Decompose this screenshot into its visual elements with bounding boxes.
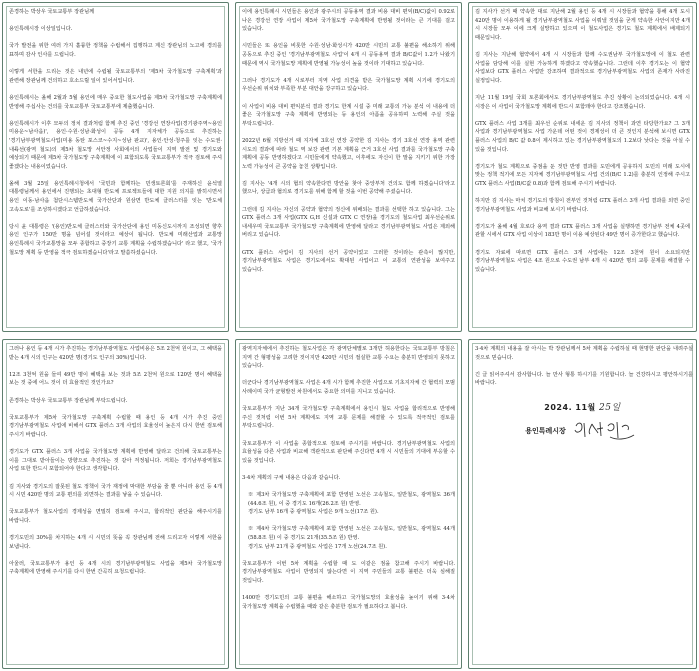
letter-page-4: [2, 339, 229, 669]
note-item: ※ 제3차 국가철도망 구축계획에 포함 반영된 노선은 고속철도, 일반철도, 광역철도 36개(44.6조 원), 이 중 경기도 16개(26.2조 원) 반영.: [248, 492, 455, 507]
paragraph: 경기도가 철도 계획으로 중점을 둔 것만 반영 결과를 도민에게 공유하지 도민의 미래 도시에 맞는 정책 적기에 모든 지자체 경기남부광역철도 사업 건의(B/C 1.2)를 충분히 인정해 주시고 GTX 플러스 사업(B/C값 0.8)과 함께 검토해 주시기 바랍니다.: [475, 163, 690, 187]
signature-block: [469, 418, 696, 444]
paragraph: 김 지사는 '4개 시의 협의 약속한다면 방안을 찾아 중앙부처 건의도 함께 하겠습니다'라고 했으나, 상급과 협의로 경기도를 위해 함께 할 것을 이번 공약해 주셨습니다.: [242, 180, 455, 196]
paragraph: 하지만 김 지사는 마치 경기도의 방침이 전부인 것처럼 GTX 플러스 3개 사업 결과를 외면 중인 경기남부광역철도 사업과 비교해 보시기 바랍니다.: [475, 198, 690, 213]
paragraph: 올해 3월 25일 용인특례시청에서 '국민과 함께하는 민생토론회'를 주재하신 윤석열 대통령님께서 용인에서 진행되는 초대형 반도체 프로젝트들에 대한 지원 의지를 밝히시면서 용인 이동·남사읍 첨단시스템반도체 국가산단과 원삼면 반도체 클러스터를 잇는 '반도체 고속도로'를 조성하시겠다고 언급하셨습니다.: [9, 180, 222, 213]
paragraph: 그러나 용인 등 4개 시가 추진하는 경기남부광역철도 사업비용은 5조 2천억 원이고, 그 혜택을 받는 4개 시의 인구는 420만 명(경기도 인구의 30%)입니다.: [9, 346, 222, 361]
paragraph: 긴 글 읽어주셔서 감사합니다. 늘 만사 형통 하시기를 기원합니다. 늘 건강하시고 평안하시기를 바랍니다.: [475, 371, 693, 387]
paragraph: 국토교통부가 이번 5차 계획을 수립할 때 도 이같은 점을 참고해 주시기 바랍니다. 경기남부광역철도 사업이 반영되지 않는다면 이 지역 주민들의 교통 불편은 더욱 심해질 것입니다.: [242, 560, 455, 585]
letter-page-2: [235, 2, 462, 332]
paragraph: 1400만 경기도민의 교통 불편을 해소하고 국가철도망의 효율성을 높이기 위해 3·4차 국가철도망 계획을 수립했을 때와 같은 충분한 검토가 필요하다고 봅니다.: [242, 595, 455, 610]
paragraph: 경기도 자료에 따르면 GTX 플러스 3개 사업에는 12조 3천억 원이 소요되지만 경기남부광역철도 사업은 4조 원으로 수도권 남부 4개 시 420만 명의 교통 문제를 해결할 수 있습니다.: [475, 249, 690, 273]
paragraph: 용인특례시가 이후 모두의 정치 결과처럼 함께 추진 중인 '경강선 연장사업(경기광주역~용인 미용운~남사읍)', 용인·수원·성남·화성이 공동 4개 지자체가 공동으로 추진하는 '경기남부광역철도사업(미용 동탄 포스코~수지~성남 판교)', 용인·안성·청주를 잇는 수도권·내륙선(광역 철도)의 제5차 철도망 서안정 사회에서의 사업들이 지역 발전 및 경기도와 예상되기 때문에 제5차 국가철도망 구축계획에 이 표함되도록 국토교통부가 적극 검토해 주셔 좋겠다는 내용이었습니다.: [9, 120, 222, 170]
paragraph: GTX 플러스 사업 3개를 최우선 순위로 내세운 김 지사의 정책이 과연 타당한가요? 그 3개 사업과 경기남부광역철도 사업 가운데 어떤 것이 경제성이 더 큰 것인지 분석해 보시면 GTX 플러스 사업의 B/C 값 0.8이 제시하고 있는 경기남부광역철도의 1.2보다 낮다는 것을 아실 수 있을 것입니다.: [475, 120, 690, 153]
paragraph: 국토교통부가 제5차 국가철도망 구축계획 수립할 때 용인 등 4개 시가 추진 중인 경기남부광역철도 사업에 비해서 GTX 플러스 3개 사업의 효율성이 높은지 다시 한번 검토해 주시기 바랍니다.: [9, 414, 222, 438]
paragraph: 경기도민의 30%를 차지하는 4개 시 시민의 뜻을 꼭 장관님께 전해 드리고자 이렇게 서한을 보냅니다.: [9, 535, 222, 550]
paragraph: 김 지사가 선거 때 약속한 대로 지난해 2월 용인 등 4개 시 시장들과 협약을 통해 4개 도시 420만 명이 이용하게 될 경기남부광역철도 사업을 이뤄낼 것임을 굳게 약속한 사안이지만 4개 시 시장들 모두 이에 크게 실망하고 있으며 이 철도사업은 경기도 철도 계획에서 배제되기 때문입니다.: [475, 9, 690, 41]
paragraph: 이 사업이 비용 대비 편익분석 결과 경기도 한계 시설 중 미래 교통의 가능 분석 이 내용에 더 좋은 국가철도망 구축 계획에 반영되는 등 용인의 아픔을 공유하며 노력해 주실 것을 부탁드립니다.: [242, 103, 455, 127]
paragraph: 12조 3천억 원을 들여 49만 명이 혜택을 보는 것과 5조 2천억 원으로 120만 명이 혜택을 보는 것 중에 어느 것이 더 효율적인 것인가요?: [9, 371, 222, 387]
note-item: ※ 제4차 국가철도망 구축계획에 포함 반영된 노선은 고속철도, 일반철도, 광역철도 44개(58.8조 원) 이 중 경기도 21개(35.5조 원) 반영.: [248, 526, 455, 542]
paragraph: 이에 용인특례시 시민들은 용인과 광주시의 공동용역 결과 비용 대비 편익(B/C)값이 0.92로 나온 경강선 연장 사업이 제5차 국가철도망 구축계획에 반영될 것이라는 큰 기대를 걸고 있습니다.: [242, 9, 455, 33]
paragraph: 2022년 6월 지방선거 때 지자체 3호선 연장 공약한 김 지사는 경기 3호선 연장 용역 관련 시도의 결과에 따라 철도 역 보강 관련 기본 계획을 근거 3호선 사업 결과를 국가철도망 구축 계획에 공동 반영하겠다고 시민들에게 약속했고, 이후에도 자신이 한 말을 지키기 위한 가장 노력 가능성이 큰 공약을 놓친 상황입니다.: [242, 137, 455, 170]
paragraph: 국토교통부가 이 사업을 종합적으로 검토해 주시기를 바랍니다. 경기남부광역철도 사업의 효율성을 다른 사업과 비교해 객관적으로 판단해 주신다면 4개 시 시민들의 기대에 부응할 수 있을 것입니다.: [242, 440, 455, 464]
paragraph: 그러나 경기도가 4개 시로부터 지역 사업 의견을 받은 국가철도망 계획 시기에 경기도의 우선순위 위치와 부족한 부분 대안을 강구하고 있습니다.: [242, 77, 455, 93]
date-day-handwritten: 25일: [599, 403, 621, 413]
paragraph: 국토교통부가 철도사업의 경제성을 면밀히 검토해 주시고, 합리적인 판단을 해주시기를 바랍니다.: [9, 509, 222, 524]
paragraph: 그런데 김 지사는 자신의 공약과 협약의 정신에 위배되는 결과를 선택한 하고 있습니다. 그는 GTX 플러스 3개 사업(GTX G,H 신설과 GTX C 연장)을 경기도의 철도사업 최우선순위로 내세우며 국토교통부 국가철도망 구축계획에 반영해 달라고 경기남부광역철도 사업은 제외해 버리고 있습니다.: [242, 206, 455, 239]
paragraph: 시민들은 또 용인을 비롯한 수원·성남·화성시가 420만 시민의 교통 불편을 해소하기 위해 공동으로 추진 중인 '경기남부광역철도 사업'이 4개 시 공동용역 결과 B/C값이 1.2가 나왔기 때문에 역시 국가철도망 계획에 반영될 가능성이 높을 것이라 기대하고 있습니다.: [242, 43, 455, 67]
paragraph: 더군다나 경기남부광역철도 사업은 4개 시가 함께 추진한 사업으로 기초지자체 간 협력의 모범 사례이며 국가 균형발전 차원에서도 중요한 의미를 지니고 있습니다.: [242, 380, 455, 395]
paragraph: 국가 발전을 위한 여러 가지 훌륭한 정책을 수립해서 집행하고 계신 장관님의 노고에 경의를 표하며 감사 인사를 드립니다.: [9, 43, 222, 58]
paragraph: 용인특례시장 이상일입니다.: [9, 26, 73, 33]
paragraph: 지난 11월 19일 국회 토론회에서도 경기남부광역철도 추진 상황이 논의되었습니다. 4개 시 시장은 이 사업이 국가철도망 계획에 반드시 포함돼야 한다고 강조했습니다.: [475, 94, 690, 110]
handwritten-signature: [570, 418, 640, 444]
paragraph: 경기도가 올해 4월 호로다 용역 결과 GTX 플러스 3개 사업을 실행하면 경기남부 전체 4곳에 관할 시에서 GTX 사업 이상이 183만 명이 이용 예상된다 49만 명이 증가한다고 했습니다.: [475, 223, 690, 239]
paragraph: 이렇게 서한을 드리는 것은 내년에 수립될 국토교통부의 '제5차 국가철도망 구축계획'과 관련해 장관님께 건의하고 호소드릴 일이 있어서입니다.: [9, 69, 222, 84]
paragraph: 국토교통부가 지난 34개 국가철도망 구축계획에서 용인시 철도 사업을 합리적으로 반영해 주신 것처럼 이번 5차 계획에도 지역 교통 문제를 해결할 수 있도록 적극적인 검토를 부탁드립니다.: [242, 406, 455, 430]
paragraph: 존경하는 박상우 국토교통부 장관님께 부탁드립니다.: [9, 397, 128, 404]
letter-page-5: [235, 339, 462, 669]
paragraph: 용인특례시는 올해 2월과 5월 용인에 매우 중요한 철도사업을 제5차 국가철도망 구축계획에 반영해 주십사는 건의를 국토교통부 국토교통부에 제출했습니다.: [9, 94, 222, 110]
letter-page-1: [2, 2, 229, 332]
letter-date: [469, 400, 696, 413]
paragraph: GTX 플러스 사업이 김 지사의 선거 공약이었고 그러한 것이라는 관측이 많지만, 경기남부광역철도 사업은 경기도에서도 확대된 사업이고 이 교통의 연관성을 보여주고 있습니다.: [242, 249, 455, 273]
paragraph: 아울러, 국토교통부가 용인 등 4개 시의 경기남부광역철도 사업을 제5차 국가철도망 구축계획에 반영해 주시기를 다시 한번 간곡히 요청드립니다.: [9, 560, 222, 576]
salutation: 존경하는 박상우 국토교통부 장관님께: [9, 9, 95, 15]
note-item: 경기도 남부 21개 중 광역철도 사업은 17개 노선(24.7조 원).: [248, 543, 387, 550]
note-item: 경기도 남부 16개 중 광역철도 사업은 9개 노선(17조 원).: [248, 509, 379, 516]
paragraph: 김 지사와 경기도의 잘못된 철도 정책이 국가 재정에 막대한 부담을 줄 뿐 아니라 용인 등 4개 시 시민 420만 명의 교통 편의를 외면하는 결과를 낳을 수 있습니다.: [9, 483, 222, 499]
paragraph: 3·4차 계획의 내용을 잘 아시는 박 장관님께서 5차 계획을 수립하실 때 현명한 판단을 내려주실 것으로 믿습니다.: [475, 346, 693, 361]
sender-title: 용인특례시장: [525, 427, 566, 435]
letter-page-6: [468, 339, 697, 669]
letter-page-3: [468, 2, 697, 332]
list-heading: 3·4차 계획의 구체 내용은 다음과 같습니다.: [242, 474, 341, 481]
paragraph: 당시 윤 대통령은 '(용인)반도체 클러스터와 국가산단에 용인 미동신도시까지 조성되면 향후 용인 인구가 150만 명을 넘어설 것이라고 예상이 됩니다. 반도체 미래산업과 교통망 용인특례시 국가교통망을 모두 종합하고 중장기 교통 계획을 수립하겠습니다' 라고 했고, '국가 철도망 계획 등 반영을 적극 검토하겠습니다'라고 말씀하셨습니다.: [9, 223, 222, 256]
paragraph: 광역지자체에서 추진하는 철도사업은 각 광역단체별로 3개만 허용한다는 국토교통부 방침은 지역 간 형평성을 고려한 것이지만 420만 시민의 절실한 교통 수요는 충분히 반영되지 못하고 있습니다.: [242, 346, 455, 370]
paragraph: 김 지사는 지난해 협약에서 4개 시 시장들과 함께 수도권남부 국가철도망에 이 철도 관련 사업을 담당해 이를 실현 가능하게 하겠다고 약속했습니다. 그런데 이후 경기도는 이 협약 사업보다 GTX 플러스 사업만 강조하며 결과적으로 경기남부광역철도 사업의 존재가 사라진 실정입니다.: [475, 51, 690, 84]
date-text: 2024. 11월: [544, 403, 596, 412]
paragraph: 경기도가 GTX 플러스 3개 사업을 국가철도망 계획에 반영해 달라고 건의해 국토교통부는 이를 그대로 받아들이는 방향으로 추진하는 것 같아 걱정됩니다. 저희는 경기남부광역철도 사업 또한 반드시 포함되어야 한다고 생각합니다.: [9, 449, 222, 473]
